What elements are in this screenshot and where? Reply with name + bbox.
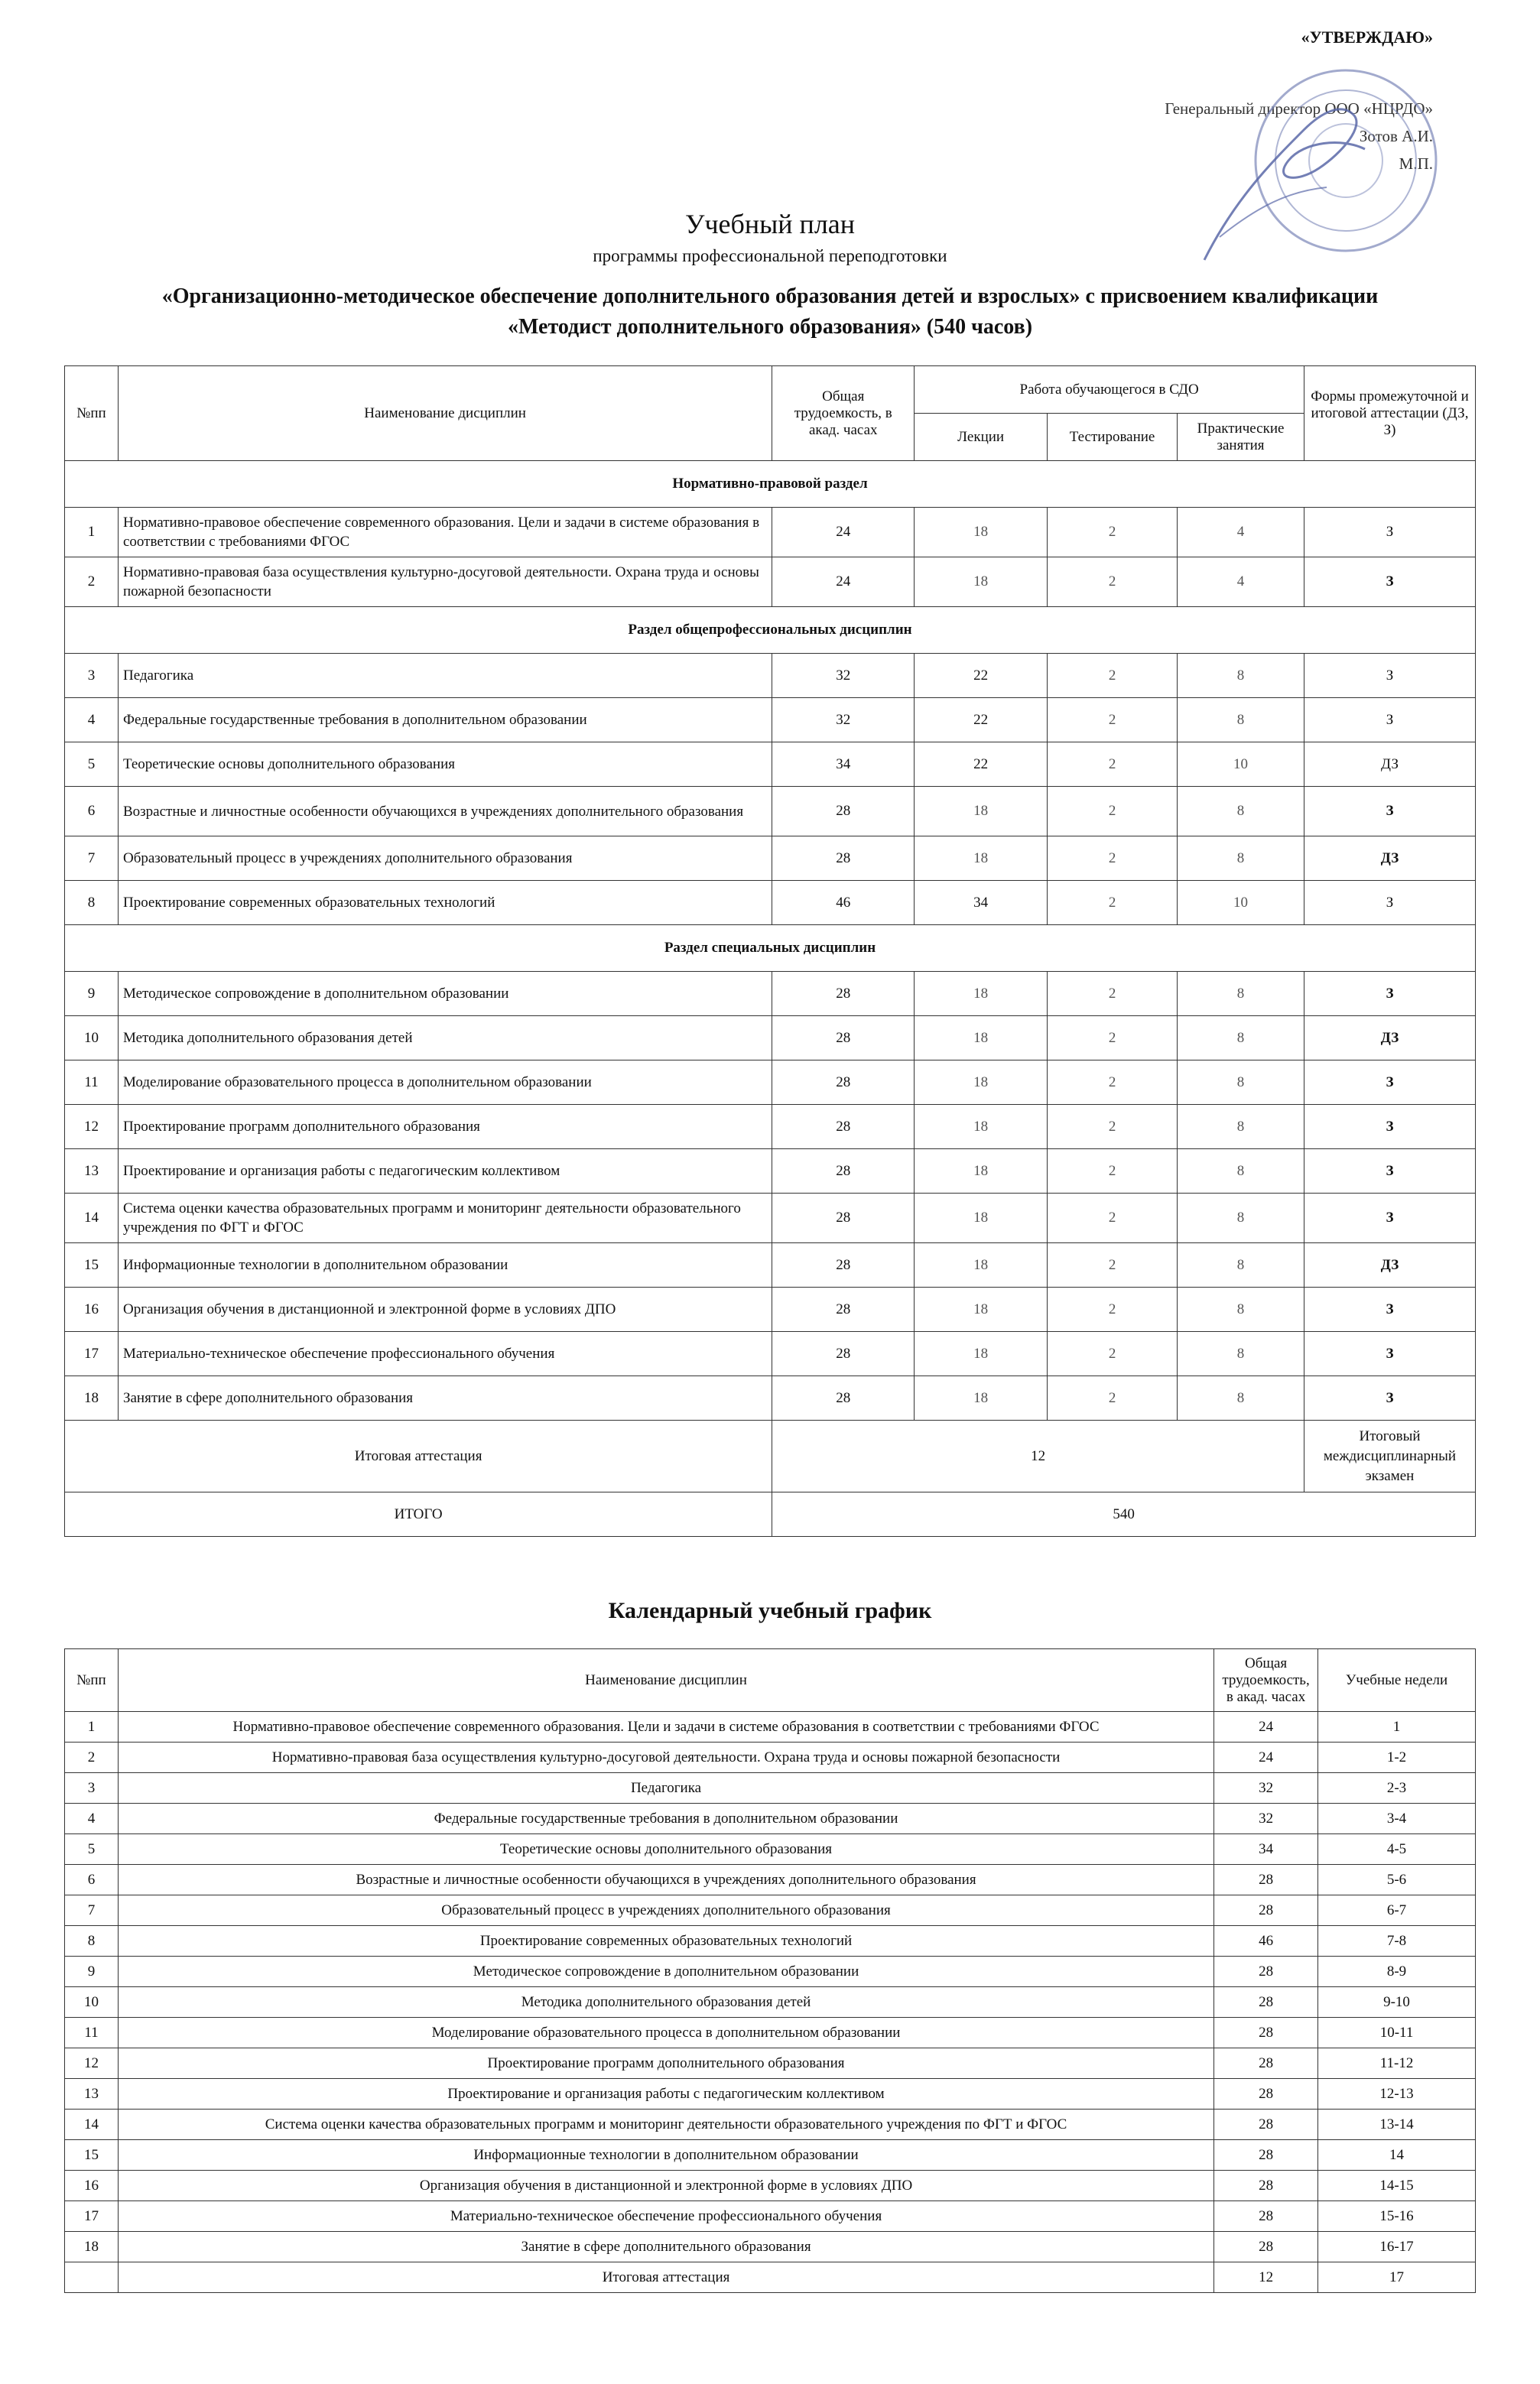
testing-hours: 2 [1048, 742, 1178, 787]
discipline-name: Федеральные государственные требования в дополнительном образовании [118, 698, 772, 742]
practical-hours: 8 [1178, 1243, 1304, 1288]
lecture-hours: 18 [915, 787, 1048, 836]
cal-row-number: 7 [65, 1895, 119, 1926]
seal-mark: М.П. [1399, 154, 1433, 173]
document-title: Учебный план [684, 209, 856, 239]
lecture-hours: 18 [915, 1060, 1048, 1105]
final-attestation-hours: 12 [772, 1421, 1304, 1492]
discipline-name: Проектирование современных образовательных технологий [118, 881, 772, 925]
total-hours: 46 [772, 881, 915, 925]
testing-hours: 2 [1048, 1194, 1178, 1243]
cal-weeks: 11-12 [1318, 2048, 1476, 2079]
row-number: 11 [65, 1060, 119, 1105]
attestation-form: З [1304, 1376, 1476, 1421]
discipline-name: Проектирование и организация работы с педагогическим коллективом [118, 1149, 772, 1194]
row-number: 12 [65, 1105, 119, 1149]
cal-total-hours: 28 [1214, 2018, 1318, 2048]
attestation-form: З [1304, 1105, 1476, 1149]
lecture-hours: 18 [915, 836, 1048, 881]
cal-discipline-name: Педагогика [118, 1773, 1213, 1804]
testing-hours: 2 [1048, 1288, 1178, 1332]
calendar-row [65, 2110, 1476, 2140]
testing-hours: 2 [1048, 1243, 1178, 1288]
testing-hours: 2 [1048, 698, 1178, 742]
table-row [65, 972, 1476, 1016]
cal-discipline-name: Нормативно-правовое обеспечение современного образования. Цели и задачи в системе образования в соответствии с требованиями ФГОС [118, 1712, 1213, 1743]
attestation-form: З [1304, 787, 1476, 836]
testing-hours: 2 [1048, 836, 1178, 881]
calendar-table [64, 1648, 1476, 2293]
lecture-hours: 18 [915, 508, 1048, 557]
practical-hours: 8 [1178, 1060, 1304, 1105]
cal-row-number: 18 [65, 2232, 119, 2262]
lecture-hours: 18 [915, 1149, 1048, 1194]
section-row [65, 461, 1476, 508]
cal-row-number: 3 [65, 1773, 119, 1804]
table-row [65, 881, 1476, 925]
header-testing: Тестирование [1048, 414, 1178, 461]
attestation-form: З [1304, 1149, 1476, 1194]
total-hours: 24 [772, 557, 915, 607]
cal-weeks: 1-2 [1318, 1743, 1476, 1773]
final-attestation-form: Итоговый междисциплинарный экзамен [1304, 1421, 1476, 1492]
cal-row-number: 11 [65, 2018, 119, 2048]
cal-discipline-name: Методика дополнительного образования детей [118, 1987, 1213, 2018]
header-lectures: Лекции [915, 414, 1048, 461]
calendar-row [65, 1712, 1476, 1743]
practical-hours: 8 [1178, 654, 1304, 698]
lecture-hours: 18 [915, 1105, 1048, 1149]
total-hours: 28 [772, 1288, 915, 1332]
cal-total-hours: 46 [1214, 1926, 1318, 1957]
practical-hours: 8 [1178, 972, 1304, 1016]
header-work: Работа обучающегося в СДО [915, 366, 1304, 414]
cal-header-num: №пп [65, 1649, 119, 1712]
discipline-name: Занятие в сфере дополнительного образования [118, 1376, 772, 1421]
program-line-2: «Методист дополнительного образования» (540 часов) [507, 315, 1033, 339]
cal-discipline-name: Материально-техническое обеспечение профессионального обучения [118, 2201, 1213, 2232]
cal-total-hours: 32 [1214, 1773, 1318, 1804]
practical-hours: 8 [1178, 1376, 1304, 1421]
table-row [65, 1149, 1476, 1194]
header-num: №пп [65, 366, 119, 461]
header-total: Общая трудоемкость, в акад. часах [772, 366, 915, 461]
discipline-name: Проектирование программ дополнительного образования [118, 1105, 772, 1149]
lecture-hours: 22 [915, 742, 1048, 787]
cal-weeks: 7-8 [1318, 1926, 1476, 1957]
row-number: 6 [65, 787, 119, 836]
row-number: 4 [65, 698, 119, 742]
cal-row-number: 12 [65, 2048, 119, 2079]
table-row [65, 508, 1476, 557]
total-hours: 28 [772, 1149, 915, 1194]
cal-total-hours: 28 [1214, 1895, 1318, 1926]
cal-discipline-name: Занятие в сфере дополнительного образования [118, 2232, 1213, 2262]
total-hours: 28 [772, 1194, 915, 1243]
table-row [65, 742, 1476, 787]
cal-header-name: Наименование дисциплин [118, 1649, 1213, 1712]
lecture-hours: 18 [915, 1288, 1048, 1332]
total-hours: 34 [772, 742, 915, 787]
cal-discipline-name: Итоговая аттестация [118, 2262, 1213, 2293]
calendar-row [65, 2232, 1476, 2262]
section-title: Раздел специальных дисциплин [65, 925, 1476, 972]
cal-discipline-name: Проектирование программ дополнительного образования [118, 2048, 1213, 2079]
practical-hours: 8 [1178, 1149, 1304, 1194]
row-number: 18 [65, 1376, 119, 1421]
total-hours: 28 [772, 1332, 915, 1376]
table-row [65, 1243, 1476, 1288]
cal-weeks: 6-7 [1318, 1895, 1476, 1926]
cal-total-hours: 28 [1214, 2110, 1318, 2140]
attestation-form: ДЗ [1304, 836, 1476, 881]
program-name [0, 281, 1540, 343]
cal-weeks: 14 [1318, 2140, 1476, 2171]
cal-row-number: 5 [65, 1834, 119, 1865]
cal-weeks: 14-15 [1318, 2171, 1476, 2201]
testing-hours: 2 [1048, 1016, 1178, 1060]
cal-header-weeks: Учебные недели [1318, 1649, 1476, 1712]
discipline-name: Образовательный процесс в учреждениях дополнительного образования [118, 836, 772, 881]
practical-hours: 8 [1178, 698, 1304, 742]
cal-discipline-name: Проектирование современных образовательных технологий [118, 1926, 1213, 1957]
cal-weeks: 15-16 [1318, 2201, 1476, 2232]
calendar-row [65, 2201, 1476, 2232]
table-row [65, 557, 1476, 607]
lecture-hours: 18 [915, 1243, 1048, 1288]
cal-discipline-name: Организация обучения в дистанционной и электронной форме в условиях ДПО [118, 2171, 1213, 2201]
cal-row-number: 17 [65, 2201, 119, 2232]
practical-hours: 8 [1178, 1105, 1304, 1149]
lecture-hours: 18 [915, 1016, 1048, 1060]
attestation-form: З [1304, 698, 1476, 742]
discipline-name: Моделирование образовательного процесса в дополнительном образовании [118, 1060, 772, 1105]
header-practical: Практические занятия [1178, 414, 1304, 461]
calendar-row [65, 2140, 1476, 2171]
total-row [65, 1492, 1476, 1537]
attestation-form: ДЗ [1304, 742, 1476, 787]
cal-weeks: 8-9 [1318, 1957, 1476, 1987]
cal-row-number [65, 2262, 119, 2293]
testing-hours: 2 [1048, 1060, 1178, 1105]
cal-total-hours: 28 [1214, 2048, 1318, 2079]
discipline-name: Материально-техническое обеспечение профессионального обучения [118, 1332, 772, 1376]
section-row [65, 925, 1476, 972]
cal-header-total: Общая трудоемкость, в акад. часах [1214, 1649, 1318, 1712]
practical-hours: 4 [1178, 508, 1304, 557]
calendar-row [65, 2048, 1476, 2079]
program-line-1: «Организационно-методическое обеспечение дополнительного образования детей и взрослых» с присвоением квалификации [161, 284, 1379, 308]
total-hours-sum: 540 [772, 1492, 1476, 1537]
row-number: 3 [65, 654, 119, 698]
discipline-name: Нормативно-правовая база осуществления культурно-досуговой деятельности. Охрана труда и основы пожарной безопасности [118, 557, 772, 607]
cal-discipline-name: Моделирование образовательного процесса в дополнительном образовании [118, 2018, 1213, 2048]
total-label: ИТОГО [65, 1492, 772, 1537]
total-hours: 32 [772, 654, 915, 698]
section-row [65, 607, 1476, 654]
row-number: 8 [65, 881, 119, 925]
cal-discipline-name: Федеральные государственные требования в дополнительном образовании [118, 1804, 1213, 1834]
attestation-form: З [1304, 508, 1476, 557]
cal-weeks: 10-11 [1318, 2018, 1476, 2048]
attestation-form: З [1304, 1060, 1476, 1105]
row-number: 10 [65, 1016, 119, 1060]
table-row [65, 1060, 1476, 1105]
cal-weeks: 13-14 [1318, 2110, 1476, 2140]
attestation-form: ДЗ [1304, 1016, 1476, 1060]
cal-total-hours: 28 [1214, 1987, 1318, 2018]
calendar-row [65, 1804, 1476, 1834]
table-row [65, 1105, 1476, 1149]
cal-row-number: 10 [65, 1987, 119, 2018]
testing-hours: 2 [1048, 1149, 1178, 1194]
calendar-row [65, 2262, 1476, 2293]
lecture-hours: 22 [915, 654, 1048, 698]
total-hours: 32 [772, 698, 915, 742]
approval-heading: «УТВЕРЖДАЮ» [1301, 28, 1433, 47]
testing-hours: 2 [1048, 654, 1178, 698]
practical-hours: 8 [1178, 1288, 1304, 1332]
cal-row-number: 13 [65, 2079, 119, 2110]
total-hours: 28 [772, 836, 915, 881]
cal-total-hours: 28 [1214, 2079, 1318, 2110]
lecture-hours: 22 [915, 698, 1048, 742]
calendar-row [65, 2171, 1476, 2201]
calendar-row [65, 1743, 1476, 1773]
testing-hours: 2 [1048, 972, 1178, 1016]
table-row [65, 1194, 1476, 1243]
cal-discipline-name: Возрастные и личностные особенности обучающихся в учреждениях дополнительного образования [118, 1865, 1213, 1895]
cal-weeks: 16-17 [1318, 2232, 1476, 2262]
testing-hours: 2 [1048, 1105, 1178, 1149]
cal-discipline-name: Система оценки качества образовательных программ и мониторинг деятельности образовательного учреждения по ФГТ и ФГОС [118, 2110, 1213, 2140]
row-number: 15 [65, 1243, 119, 1288]
practical-hours: 8 [1178, 836, 1304, 881]
cal-total-hours: 28 [1214, 2232, 1318, 2262]
director-name: Зотов А.И. [1359, 127, 1433, 145]
total-hours: 28 [772, 1243, 915, 1288]
attestation-form: ДЗ [1304, 1243, 1476, 1288]
calendar-title: Календарный учебный график [608, 1598, 932, 1623]
discipline-name: Педагогика [118, 654, 772, 698]
testing-hours: 2 [1048, 1332, 1178, 1376]
cal-row-number: 16 [65, 2171, 119, 2201]
cal-row-number: 14 [65, 2110, 119, 2140]
cal-total-hours: 32 [1214, 1804, 1318, 1834]
total-hours: 28 [772, 1016, 915, 1060]
lecture-hours: 18 [915, 1194, 1048, 1243]
calendar-row [65, 1773, 1476, 1804]
discipline-name: Система оценки качества образовательных программ и мониторинг деятельности образовательного учреждения по ФГТ и ФГОС [118, 1194, 772, 1243]
row-number: 16 [65, 1288, 119, 1332]
total-hours: 24 [772, 508, 915, 557]
cal-discipline-name: Информационные технологии в дополнительном образовании [118, 2140, 1213, 2171]
practical-hours: 10 [1178, 742, 1304, 787]
testing-hours: 2 [1048, 787, 1178, 836]
attestation-form: З [1304, 1288, 1476, 1332]
calendar-row [65, 1957, 1476, 1987]
cal-weeks: 2-3 [1318, 1773, 1476, 1804]
attestation-form: З [1304, 972, 1476, 1016]
cal-weeks: 5-6 [1318, 1865, 1476, 1895]
cal-weeks: 17 [1318, 2262, 1476, 2293]
discipline-name: Методика дополнительного образования детей [118, 1016, 772, 1060]
calendar-row [65, 1895, 1476, 1926]
cal-weeks: 1 [1318, 1712, 1476, 1743]
curriculum-table [64, 365, 1476, 1537]
practical-hours: 8 [1178, 1332, 1304, 1376]
cal-discipline-name: Методическое сопровождение в дополнительном образовании [118, 1957, 1213, 1987]
cal-total-hours: 28 [1214, 2140, 1318, 2171]
table-row [65, 1016, 1476, 1060]
cal-row-number: 15 [65, 2140, 119, 2171]
row-number: 5 [65, 742, 119, 787]
cal-discipline-name: Нормативно-правовая база осуществления культурно-досуговой деятельности. Охрана труда и основы пожарной безопасности [118, 1743, 1213, 1773]
practical-hours: 8 [1178, 1016, 1304, 1060]
lecture-hours: 18 [915, 972, 1048, 1016]
header-name: Наименование дисциплин [118, 366, 772, 461]
table-row [65, 836, 1476, 881]
discipline-name: Теоретические основы дополнительного образования [118, 742, 772, 787]
attestation-form: З [1304, 1194, 1476, 1243]
cal-weeks: 9-10 [1318, 1987, 1476, 2018]
discipline-name: Нормативно-правовое обеспечение современного образования. Цели и задачи в системе образования в соответствии с требованиями ФГОС [118, 508, 772, 557]
row-number: 17 [65, 1332, 119, 1376]
final-attestation-label: Итоговая аттестация [65, 1421, 772, 1492]
lecture-hours: 18 [915, 1376, 1048, 1421]
cal-weeks: 4-5 [1318, 1834, 1476, 1865]
table-row [65, 654, 1476, 698]
practical-hours: 4 [1178, 557, 1304, 607]
final-attestation-row [65, 1421, 1476, 1492]
table-row [65, 698, 1476, 742]
table-row [65, 1332, 1476, 1376]
testing-hours: 2 [1048, 508, 1178, 557]
document-subtitle: программы профессиональной переподготовки [593, 246, 947, 265]
discipline-name: Возрастные и личностные особенности обучающихся в учреждениях дополнительного образования [118, 787, 772, 836]
testing-hours: 2 [1048, 557, 1178, 607]
cal-total-hours: 28 [1214, 1957, 1318, 1987]
discipline-name: Организация обучения в дистанционной и электронной форме в условиях ДПО [118, 1288, 772, 1332]
cal-row-number: 2 [65, 1743, 119, 1773]
row-number: 7 [65, 836, 119, 881]
cal-row-number: 1 [65, 1712, 119, 1743]
cal-total-hours: 34 [1214, 1834, 1318, 1865]
table-row [65, 1288, 1476, 1332]
calendar-row [65, 2018, 1476, 2048]
cal-discipline-name: Теоретические основы дополнительного образования [118, 1834, 1213, 1865]
row-number: 1 [65, 508, 119, 557]
cal-total-hours: 28 [1214, 1865, 1318, 1895]
cal-weeks: 12-13 [1318, 2079, 1476, 2110]
cal-total-hours: 28 [1214, 2201, 1318, 2232]
calendar-row [65, 1834, 1476, 1865]
discipline-name: Информационные технологии в дополнительном образовании [118, 1243, 772, 1288]
cal-total-hours: 28 [1214, 2171, 1318, 2201]
discipline-name: Методическое сопровождение в дополнительном образовании [118, 972, 772, 1016]
section-title: Раздел общепрофессиональных дисциплин [65, 607, 1476, 654]
cal-row-number: 6 [65, 1865, 119, 1895]
practical-hours: 8 [1178, 787, 1304, 836]
cal-row-number: 4 [65, 1804, 119, 1834]
director-position: Генеральный директор ООО «НЦРДО» [1165, 99, 1433, 118]
total-hours: 28 [772, 787, 915, 836]
cal-discipline-name: Образовательный процесс в учреждениях дополнительного образования [118, 1895, 1213, 1926]
attestation-form: З [1304, 654, 1476, 698]
total-hours: 28 [772, 1060, 915, 1105]
row-number: 14 [65, 1194, 119, 1243]
cal-weeks: 3-4 [1318, 1804, 1476, 1834]
practical-hours: 10 [1178, 881, 1304, 925]
cal-discipline-name: Проектирование и организация работы с педагогическим коллективом [118, 2079, 1213, 2110]
testing-hours: 2 [1048, 881, 1178, 925]
cal-row-number: 9 [65, 1957, 119, 1987]
attestation-form: З [1304, 557, 1476, 607]
calendar-row [65, 1865, 1476, 1895]
practical-hours: 8 [1178, 1194, 1304, 1243]
calendar-row [65, 1987, 1476, 2018]
testing-hours: 2 [1048, 1376, 1178, 1421]
section-title: Нормативно-правовой раздел [65, 461, 1476, 508]
header-forms: Формы промежуточной и итоговой аттестации (ДЗ, З) [1304, 366, 1476, 461]
calendar-row [65, 1926, 1476, 1957]
total-hours: 28 [772, 1105, 915, 1149]
total-hours: 28 [772, 1376, 915, 1421]
cal-total-hours: 24 [1214, 1712, 1318, 1743]
cal-total-hours: 24 [1214, 1743, 1318, 1773]
total-hours: 28 [772, 972, 915, 1016]
lecture-hours: 34 [915, 881, 1048, 925]
row-number: 9 [65, 972, 119, 1016]
attestation-form: З [1304, 881, 1476, 925]
lecture-hours: 18 [915, 557, 1048, 607]
table-row [65, 1376, 1476, 1421]
lecture-hours: 18 [915, 1332, 1048, 1376]
table-row [65, 787, 1476, 836]
attestation-form: З [1304, 1332, 1476, 1376]
row-number: 13 [65, 1149, 119, 1194]
calendar-row [65, 2079, 1476, 2110]
row-number: 2 [65, 557, 119, 607]
cal-row-number: 8 [65, 1926, 119, 1957]
cal-total-hours: 12 [1214, 2262, 1318, 2293]
